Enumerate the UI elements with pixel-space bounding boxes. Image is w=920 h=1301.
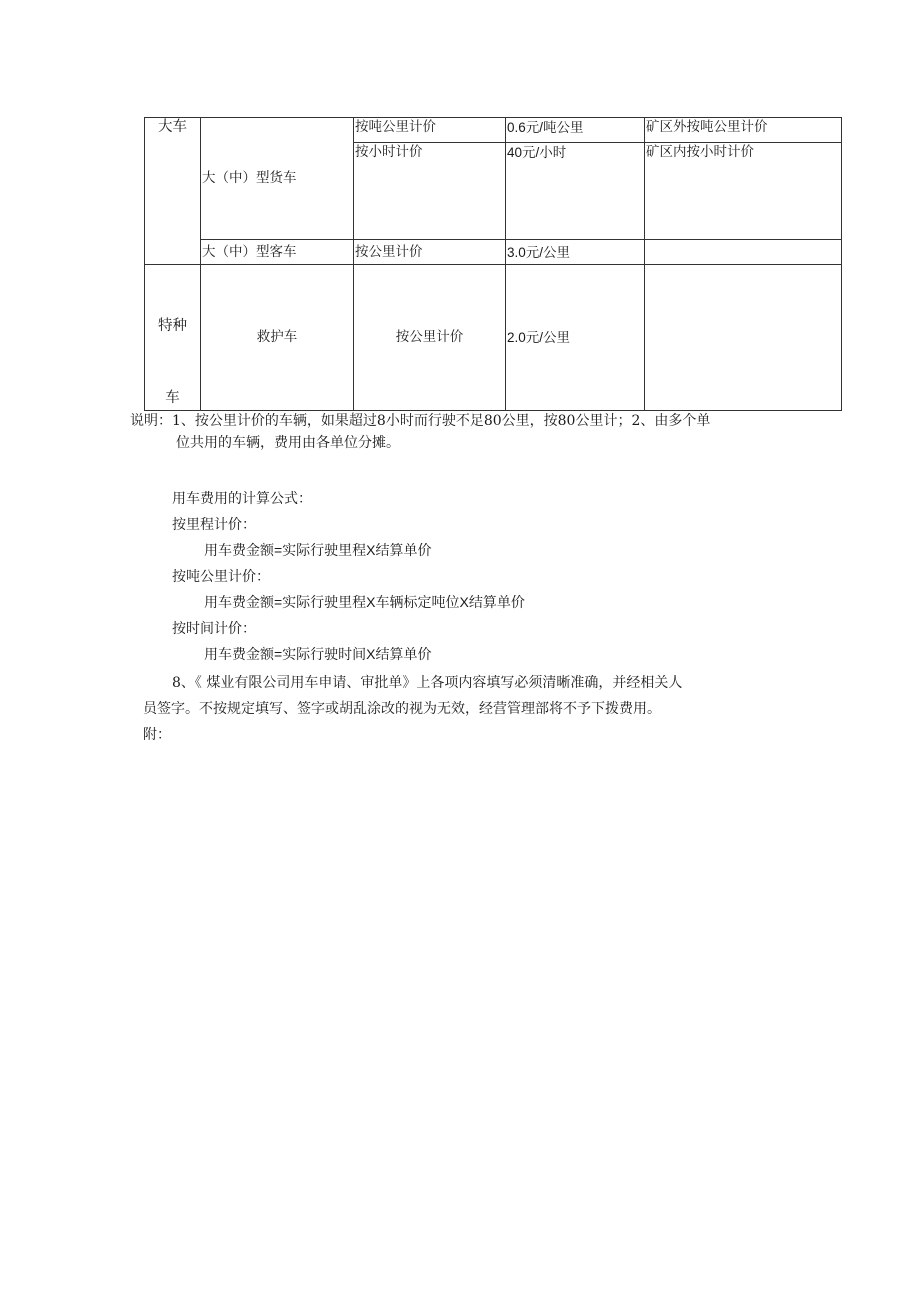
vehicle-type-cell xyxy=(201,265,354,411)
table-row xyxy=(145,240,842,265)
category-cell-big-vehicle xyxy=(145,118,201,265)
table-note-line1: 说明：1、按公里计价的车辆，如果超过8小时而行驶不足80公里，按80公里计；2、由多个单 xyxy=(130,413,711,429)
item8-line1: 8、《 煤业有限公司用车申请、审批单》上各项内容填写必须清晰准确，并经相关人 xyxy=(172,675,683,691)
tonkm-pricing-label: 按吨公里计价： xyxy=(172,568,270,584)
category-label-line2: 车 xyxy=(165,390,180,406)
pricing-method-label: 按小时计价 xyxy=(355,144,423,160)
note-cell xyxy=(645,118,842,143)
note-cell xyxy=(645,240,842,265)
note-text: 矿区外按吨公里计价 xyxy=(646,119,768,135)
price-cell xyxy=(506,240,645,265)
price-value: 40元/小时 xyxy=(507,145,567,160)
attachment-label: 附： xyxy=(143,727,171,743)
note-cell xyxy=(645,265,842,411)
pricing-method-cell xyxy=(354,240,506,265)
category-label: 大车 xyxy=(158,119,187,135)
time-pricing-label: 按时间计价： xyxy=(172,620,256,636)
vehicle-type-label: 救护车 xyxy=(256,329,298,345)
category-cell-special-vehicle xyxy=(145,265,201,411)
vehicle-fee-table xyxy=(144,117,842,411)
table-row xyxy=(145,265,842,411)
price-value: 0.6元/吨公里 xyxy=(507,120,584,135)
vehicle-type-label: 大（中）型货车 xyxy=(202,170,297,186)
note-text: 矿区内按小时计价 xyxy=(646,144,754,160)
price-cell xyxy=(506,118,645,143)
table-note-line2: 位共用的车辆，费用由各单位分摊。 xyxy=(176,435,400,451)
note-cell xyxy=(645,143,842,240)
time-formula: 用车费金额=实际行驶时间X结算单价 xyxy=(204,646,432,662)
pricing-method-cell xyxy=(354,118,506,143)
table-row xyxy=(145,118,842,143)
price-value: 2.0元/公里 xyxy=(507,330,571,345)
item8-line2: 员签字。不按规定填写、签字或胡乱涂改的视为无效，经营管理部将不予下拨费用。 xyxy=(143,701,661,717)
pricing-method-label: 按公里计价 xyxy=(355,243,423,260)
mileage-pricing-label: 按里程计价： xyxy=(172,516,256,532)
pricing-method-cell xyxy=(354,265,506,411)
vehicle-type-cell xyxy=(201,240,354,265)
price-cell xyxy=(506,143,645,240)
vehicle-type-cell xyxy=(201,118,354,240)
formula-heading: 用车费用的计算公式： xyxy=(172,490,312,506)
vehicle-type-label: 大（中）型客车 xyxy=(202,243,297,260)
mileage-formula: 用车费金额=实际行驶里程X结算单价 xyxy=(204,542,432,558)
price-value: 3.0元/公里 xyxy=(507,244,571,260)
pricing-method-label: 按吨公里计价 xyxy=(355,119,436,135)
pricing-method-label: 按公里计价 xyxy=(395,329,464,345)
pricing-method-cell xyxy=(354,143,506,240)
tonkm-formula: 用车费金额=实际行驶里程X车辆标定吨位X结算单价 xyxy=(204,594,525,610)
category-label-line1: 特种 xyxy=(158,318,187,334)
price-cell xyxy=(506,265,645,411)
